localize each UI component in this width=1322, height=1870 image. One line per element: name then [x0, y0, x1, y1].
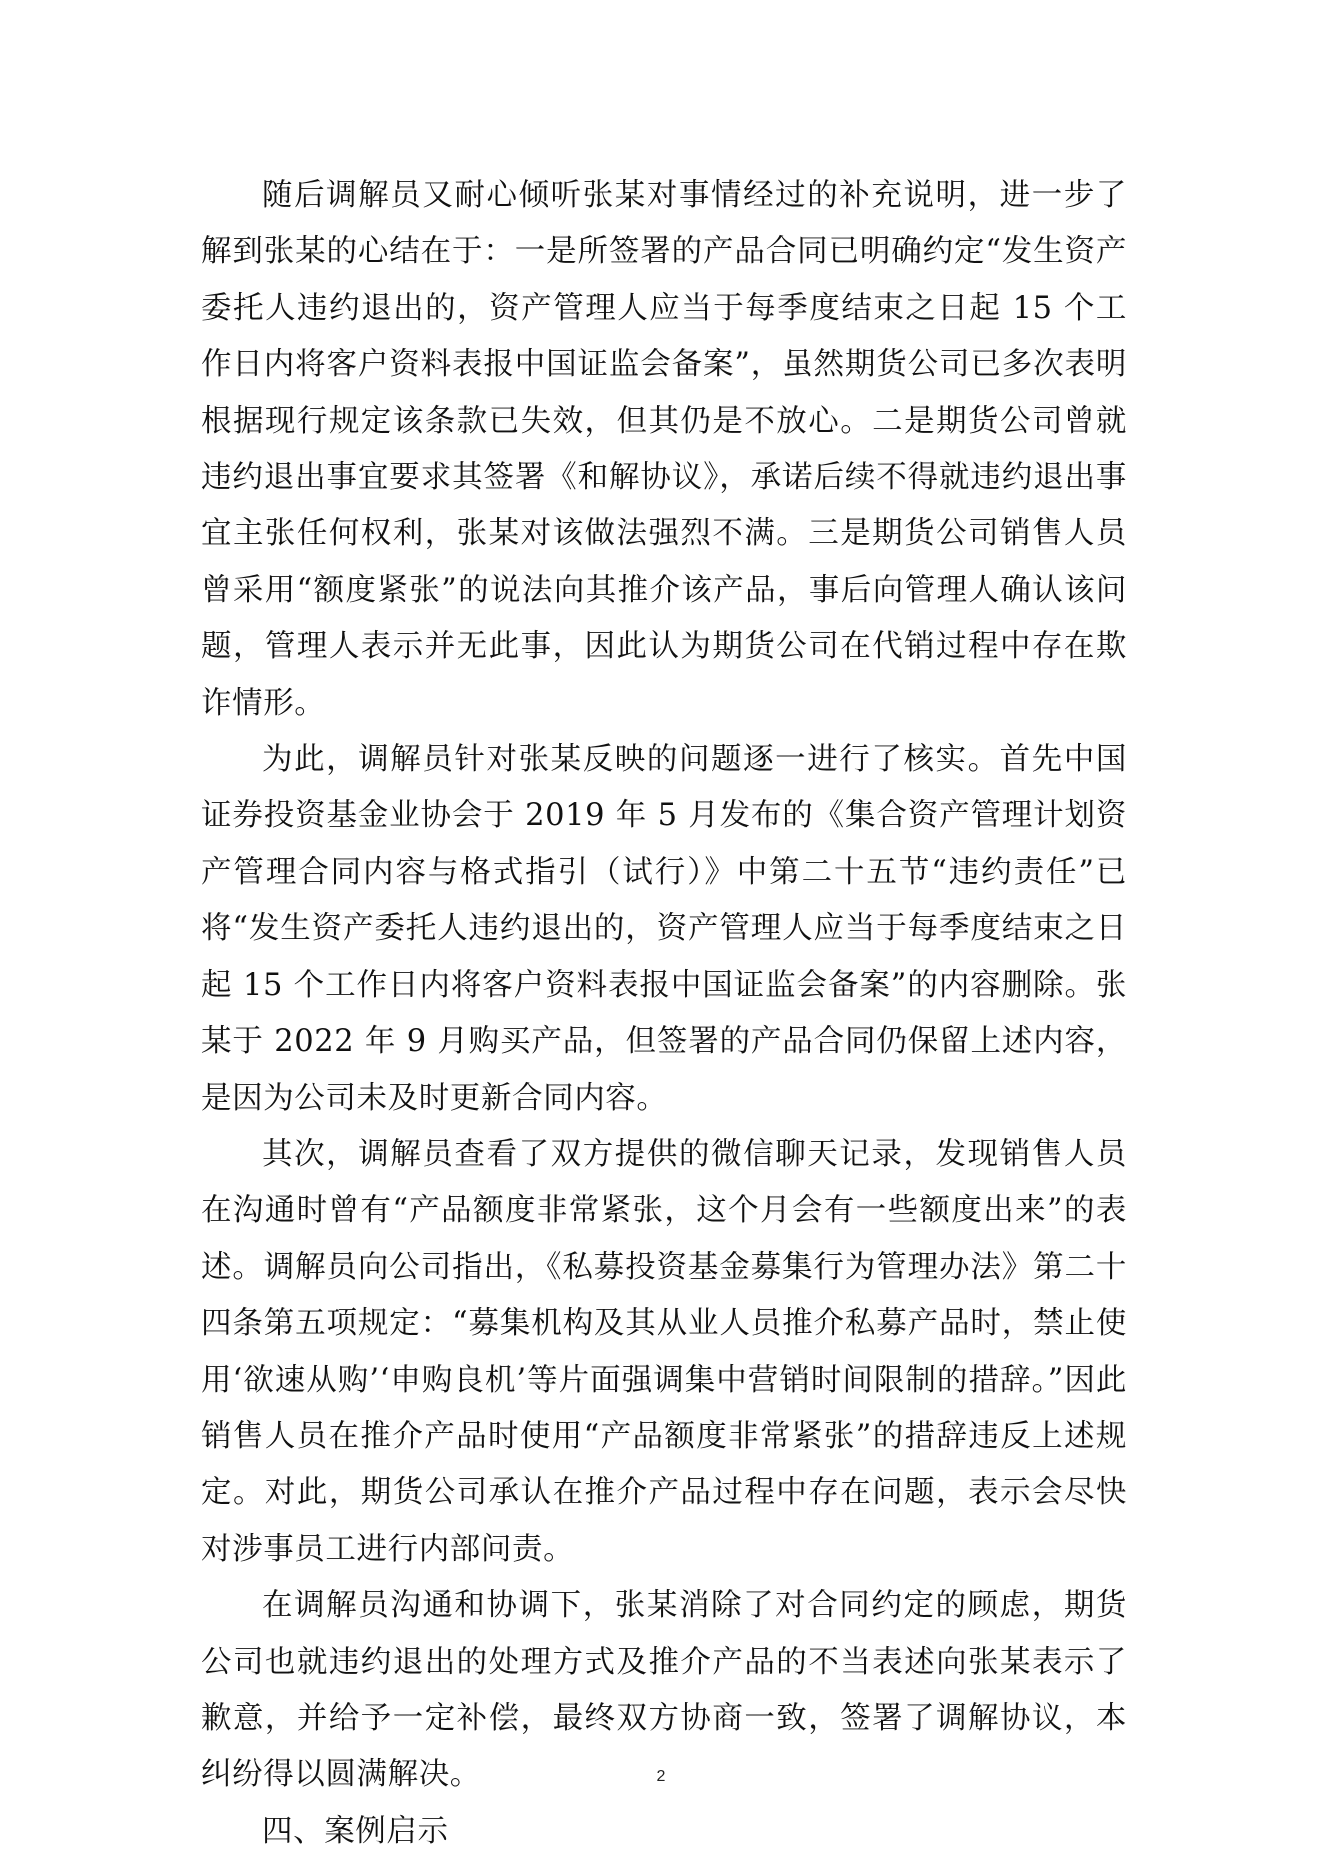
paragraph-1: 随后调解员又耐心倾听张某对事情经过的补充说明，进一步了解到张某的心结在于：一是所签署的产品合同已明确约定“发生资产委托人违约退出的，资产管理人应当于每季度结束之日起 15 个工作日内将客户资料表报中国证监会备案”，虽然期货公司已多次表明根据现行规定该条款已失效，但其仍是不放心。二是期货公司曾就违约退出事宜要求其签署《和解协议》，承诺后续不得就违约退出事宜主张任何权利，张某对该做法强烈不满。三是期货公司销售人员曾采用“额度紧张”的说法向其推介该产品，事后向管理人确认该问题，管理人表示并无此事，因此认为期货公司在代销过程中存在欺诈情形。	[201, 178, 1127, 721]
document-body	[201, 168, 1127, 1860]
paragraph-4: 在调解员沟通和协调下，张某消除了对合同约定的顾虑，期货公司也就违约退出的处理方式及推介产品的不当表述向张某表示了歉意，并给予一定补偿，最终双方协商一致，签署了调解协议，本纠纷得以圆满解决。	[201, 1588, 1127, 1793]
section-heading: 四、案例启示	[262, 1813, 449, 1849]
paragraph-3: 其次，调解员查看了双方提供的微信聊天记录，发现销售人员在沟通时曾有“产品额度非常紧张，这个月会有一些额度出来”的表述。调解员向公司指出，《私募投资基金募集行为管理办法》第二十四条第五项规定：“募集机构及其从业人员推介私募产品时，禁止使用‘欲速从购’‘申购良机’等片面强调集中营销时间限制的措辞。”因此销售人员在推介产品时使用“产品额度非常紧张”的措辞违反上述规定。对此，期货公司承认在推介产品过程中存在问题，表示会尽快对涉事员工进行内部问责。	[201, 1136, 1127, 1567]
page-number: 2	[656, 1768, 666, 1785]
paragraph-2: 为此，调解员针对张某反映的问题逐一进行了核实。首先中国证券投资基金业协会于 2019 年 5 月发布的《集合资产管理计划资产管理合同内容与格式指引（试行）》中第二十五节“违约责任”已将“发生资产委托人违约退出的，资产管理人应当于每季度结束之日起 15 个工作日内将客户资料表报中国证监会备案”的内容删除。张某于 2022 年 9 月购买产品，但签署的产品合同仍保留上述内容，是因为公司未及时更新合同内容。	[201, 742, 1127, 1116]
